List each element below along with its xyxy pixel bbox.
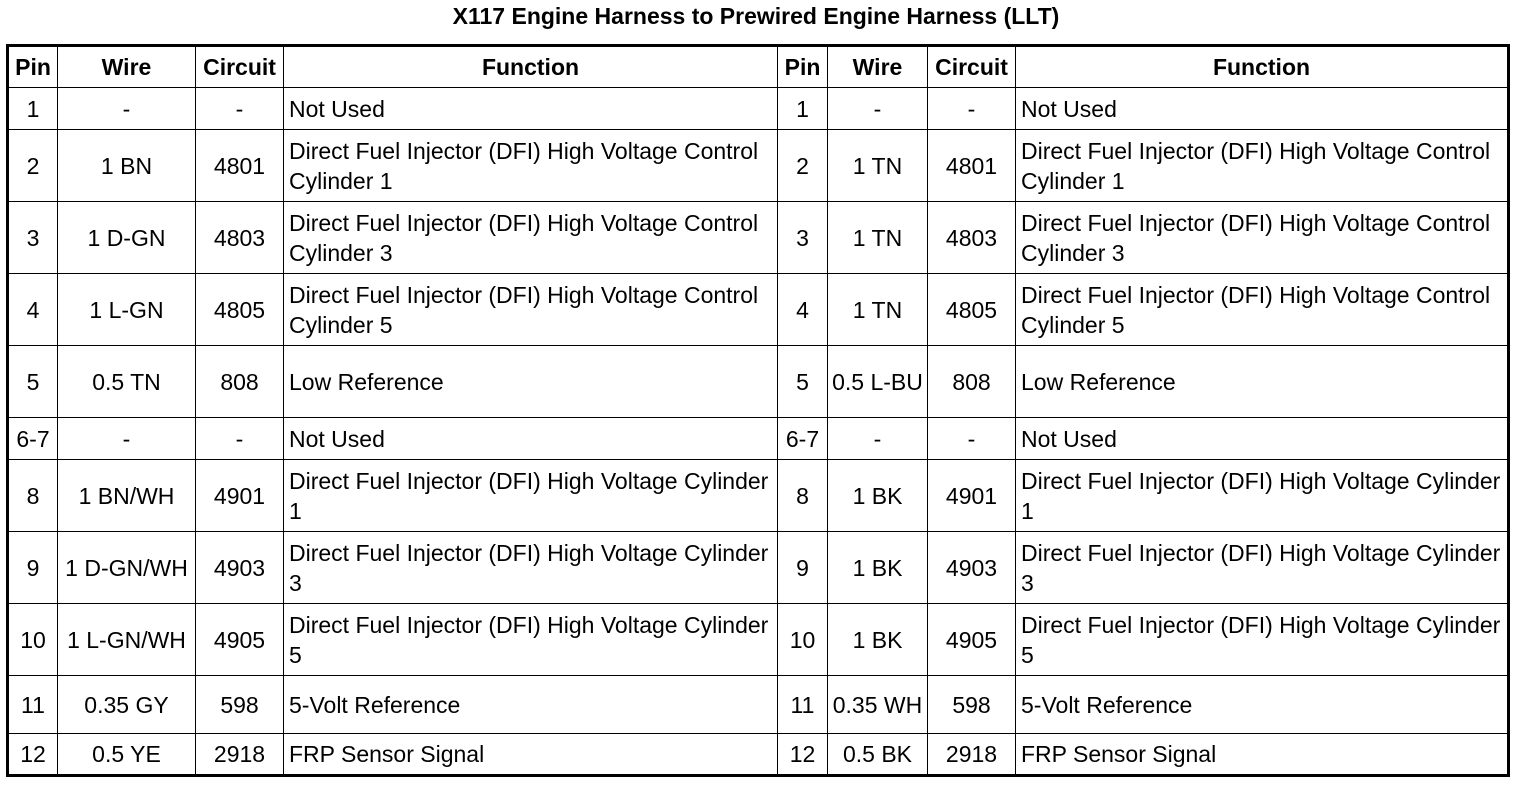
circuit-cell: 808 [928,346,1016,418]
circuit-cell: 4805 [928,274,1016,346]
header-wire: Wire [58,46,196,88]
function-cell: Direct Fuel Injector (DFI) High Voltage Control Cylinder 5 [1016,274,1509,346]
wire-cell: 1 L-GN [58,274,196,346]
pin-cell: 4 [8,274,58,346]
table-row [8,274,1509,346]
circuit-cell: 808 [196,346,284,418]
function-cell: Direct Fuel Injector (DFI) High Voltage Control Cylinder 5 [284,274,778,346]
circuit-cell: 4805 [196,274,284,346]
function-cell: Low Reference [1016,346,1509,418]
function-cell: Direct Fuel Injector (DFI) High Voltage Control Cylinder 1 [1016,130,1509,202]
pin-cell: 8 [8,460,58,532]
circuit-cell: - [196,88,284,130]
circuit-cell: 4801 [196,130,284,202]
function-cell: Direct Fuel Injector (DFI) High Voltage Control Cylinder 3 [284,202,778,274]
pin-cell: 10 [8,604,58,676]
wire-cell: 0.5 L-BU [828,346,928,418]
wire-cell: 1 BN [58,130,196,202]
table-row [8,130,1509,202]
circuit-cell: - [928,418,1016,460]
pin-cell: 9 [778,532,828,604]
circuit-cell: 598 [196,676,284,734]
circuit-cell: 4803 [928,202,1016,274]
table-row [8,460,1509,532]
wire-cell: - [828,88,928,130]
table-row [8,202,1509,274]
table-row [8,346,1509,418]
pin-cell: 5 [8,346,58,418]
pin-cell: 6-7 [778,418,828,460]
wire-cell: 1 TN [828,274,928,346]
function-cell: Direct Fuel Injector (DFI) High Voltage Cylinder 3 [1016,532,1509,604]
wire-cell: 0.5 TN [58,346,196,418]
wire-cell: 1 TN [828,202,928,274]
wire-cell: 0.35 WH [828,676,928,734]
circuit-cell: 4903 [928,532,1016,604]
circuit-cell: 598 [928,676,1016,734]
wire-cell: - [828,418,928,460]
wire-cell: 1 D-GN [58,202,196,274]
circuit-cell: 4905 [928,604,1016,676]
function-cell: FRP Sensor Signal [284,734,778,776]
pin-cell: 12 [778,734,828,776]
pin-cell: 3 [8,202,58,274]
wire-cell: 0.5 YE [58,734,196,776]
circuit-cell: - [928,88,1016,130]
table-row [8,676,1509,734]
header-row [8,46,1509,88]
wire-cell: - [58,88,196,130]
pin-cell: 1 [8,88,58,130]
function-cell: Not Used [1016,418,1509,460]
circuit-cell: 4901 [196,460,284,532]
header-function: Function [1016,46,1509,88]
pin-cell: 2 [778,130,828,202]
wire-cell: 1 L-GN/WH [58,604,196,676]
pin-cell: 1 [778,88,828,130]
wire-cell: 0.5 BK [828,734,928,776]
function-cell: Direct Fuel Injector (DFI) High Voltage Cylinder 1 [1016,460,1509,532]
pin-cell: 11 [8,676,58,734]
circuit-cell: 4801 [928,130,1016,202]
pin-cell: 4 [778,274,828,346]
header-circuit: Circuit [196,46,284,88]
pin-cell: 8 [778,460,828,532]
function-cell: Direct Fuel Injector (DFI) High Voltage Cylinder 3 [284,532,778,604]
circuit-cell: 4803 [196,202,284,274]
wire-cell: 1 BN/WH [58,460,196,532]
wire-cell: 1 BK [828,532,928,604]
function-cell: Direct Fuel Injector (DFI) High Voltage Cylinder 5 [284,604,778,676]
pin-cell: 11 [778,676,828,734]
pin-cell: 6-7 [8,418,58,460]
function-cell: 5-Volt Reference [1016,676,1509,734]
function-cell: 5-Volt Reference [284,676,778,734]
wire-cell: 0.35 GY [58,676,196,734]
pin-cell: 10 [778,604,828,676]
wire-cell: 1 TN [828,130,928,202]
function-cell: Direct Fuel Injector (DFI) High Voltage Control Cylinder 3 [1016,202,1509,274]
table-row [8,734,1509,776]
pin-cell: 9 [8,532,58,604]
connector-table [6,44,1510,777]
header-circuit: Circuit [928,46,1016,88]
function-cell: Direct Fuel Injector (DFI) High Voltage Cylinder 5 [1016,604,1509,676]
function-cell: Direct Fuel Injector (DFI) High Voltage Control Cylinder 1 [284,130,778,202]
circuit-cell: 4901 [928,460,1016,532]
page-title: X117 Engine Harness to Prewired Engine Harness (LLT) [452,3,1060,29]
wire-cell: 1 BK [828,604,928,676]
function-cell: Direct Fuel Injector (DFI) High Voltage Cylinder 1 [284,460,778,532]
header-wire: Wire [828,46,928,88]
circuit-cell: 4905 [196,604,284,676]
function-cell: Not Used [284,418,778,460]
function-cell: FRP Sensor Signal [1016,734,1509,776]
pin-cell: 3 [778,202,828,274]
header-pin: Pin [778,46,828,88]
pin-cell: 2 [8,130,58,202]
pin-cell: 12 [8,734,58,776]
wire-cell: 1 D-GN/WH [58,532,196,604]
table-row [8,88,1509,130]
wire-cell: - [58,418,196,460]
table-row [8,532,1509,604]
table-row [8,418,1509,460]
table-row [8,604,1509,676]
header-function: Function [284,46,778,88]
circuit-cell: 2918 [928,734,1016,776]
function-cell: Low Reference [284,346,778,418]
wire-cell: 1 BK [828,460,928,532]
circuit-cell: 2918 [196,734,284,776]
circuit-cell: 4903 [196,532,284,604]
function-cell: Not Used [284,88,778,130]
pin-cell: 5 [778,346,828,418]
circuit-cell: - [196,418,284,460]
header-pin: Pin [8,46,58,88]
function-cell: Not Used [1016,88,1509,130]
